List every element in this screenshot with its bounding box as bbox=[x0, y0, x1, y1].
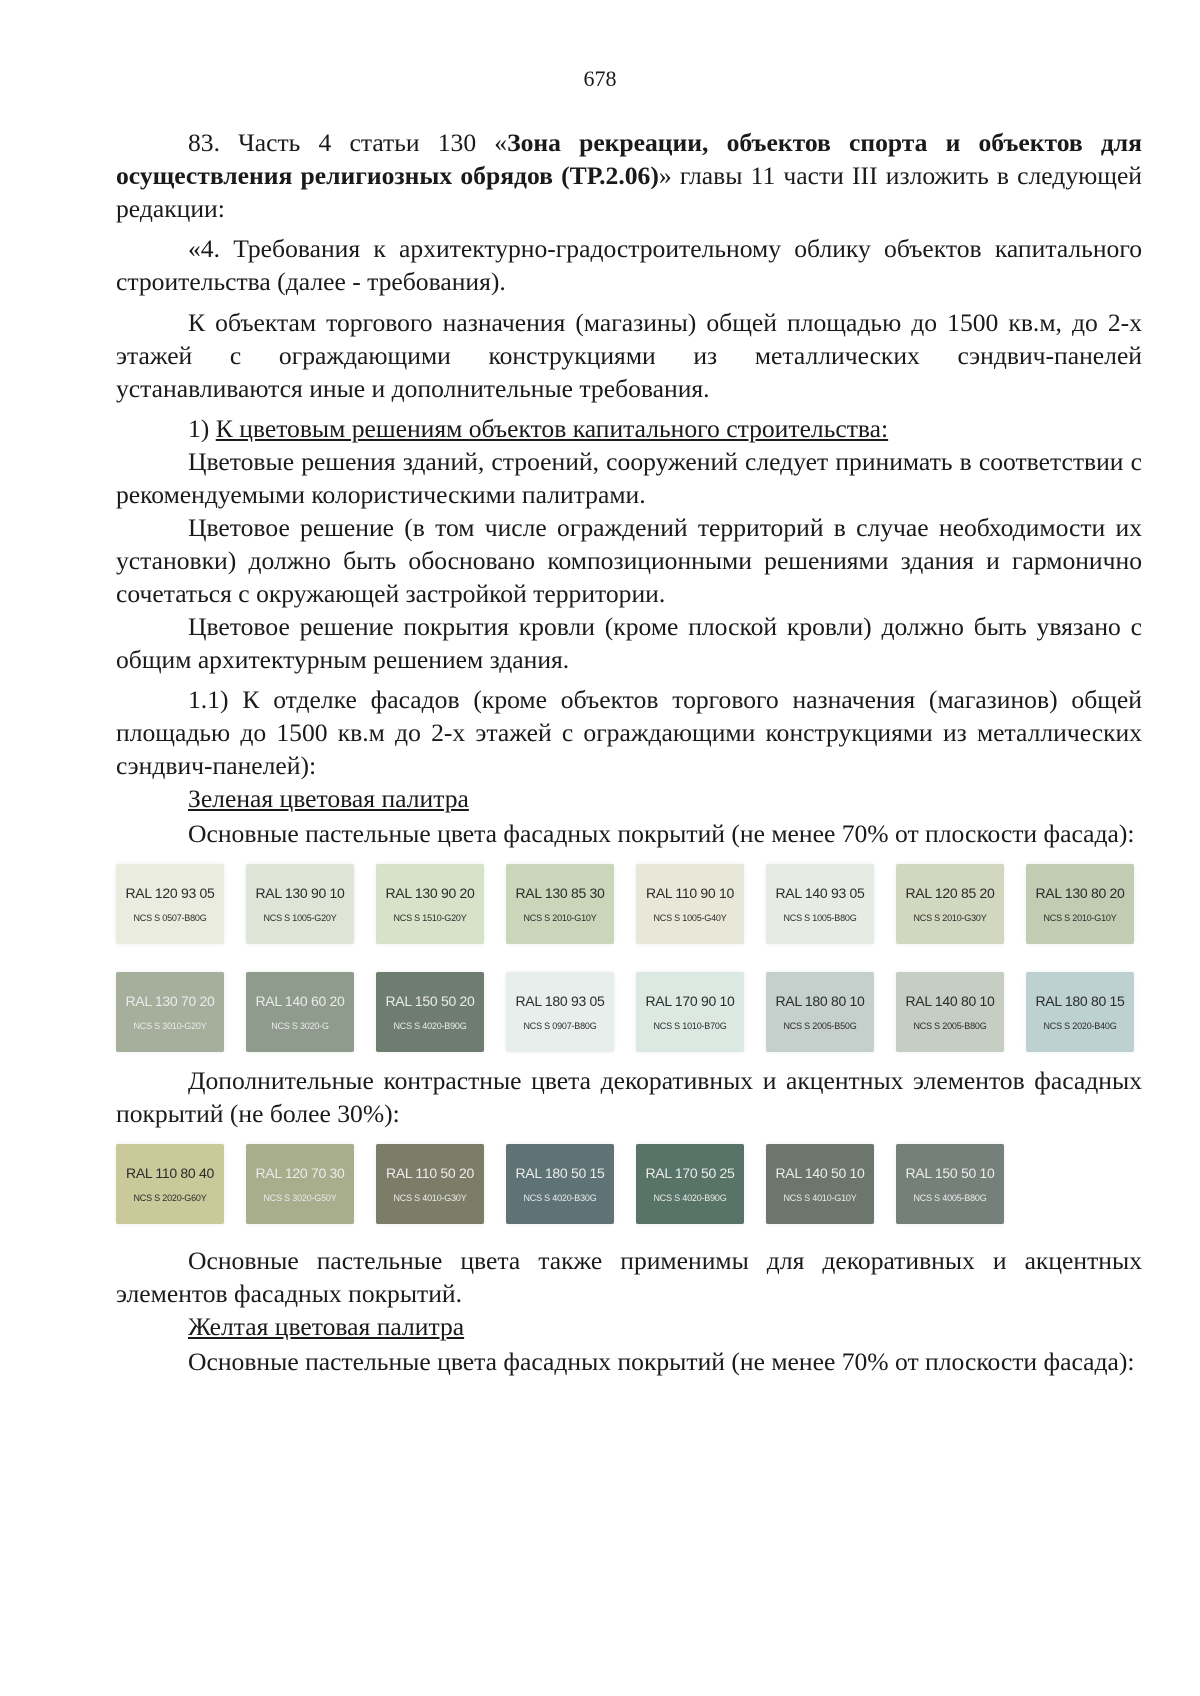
color-swatch bbox=[766, 1144, 874, 1224]
ncs-code: NCS S 3020-G50Y bbox=[263, 1192, 337, 1203]
ncs-code: NCS S 2020-B40G bbox=[1043, 1020, 1117, 1031]
color-swatch bbox=[766, 864, 874, 944]
document-body bbox=[116, 126, 1142, 1378]
paragraph-color-2: Цветовое решение (в том числе ограждений территорий в случае необходимости их установки) должно быть обосновано композиционными решениями здания и гармонично сочетаться с окружающей застройкой территории. bbox=[116, 513, 1142, 608]
paragraph-requirements: «4. Требования к архитектурно-градостроительному облику объектов капитального строительства (далее - требования). bbox=[116, 234, 1142, 296]
green-extra-text: Дополнительные контрастные цвета декоративных и акцентных элементов фасадных покрытий (не более 30%): bbox=[116, 1066, 1142, 1128]
color-swatch bbox=[116, 972, 224, 1052]
green-main-text: Основные пастельные цвета фасадных покрытий (не менее 70% от плоскости фасада): bbox=[188, 819, 1135, 848]
ral-code: RAL 110 50 20 bbox=[386, 1164, 474, 1181]
ral-code: RAL 140 80 10 bbox=[905, 992, 995, 1009]
ncs-code: NCS S 4020-B90G bbox=[393, 1020, 467, 1031]
color-swatch bbox=[116, 864, 224, 944]
ral-code: RAL 130 80 20 bbox=[1035, 884, 1125, 901]
paragraph-trade-objects: К объектам торгового назначения (магазины) общей площадью до 1500 кв.м, до 2-х этажей с ограждающими конструкциями из металлических сэндвич-панелей устанавливаются иные и дополнительные требования. bbox=[116, 308, 1142, 403]
color-swatch bbox=[246, 972, 354, 1052]
ral-code: RAL 140 60 20 bbox=[255, 992, 345, 1009]
ral-code: RAL 150 50 20 bbox=[385, 992, 475, 1009]
green-main-swatches bbox=[116, 864, 1142, 1052]
ncs-code: NCS S 2005-B80G bbox=[913, 1020, 987, 1031]
ncs-code: NCS S 1005-B80G bbox=[783, 912, 857, 923]
ral-code: RAL 110 90 10 bbox=[646, 884, 734, 901]
color-swatch bbox=[896, 972, 1004, 1052]
paragraph-83-lead: 83. Часть 4 статьи 130 « bbox=[188, 128, 508, 157]
item-1-1: 1.1) К отделке фасадов (кроме объектов торгового назначения (магазинов) общей площадью до 1500 кв.м до 2-х этажей с ограждающими конструкциями из металлических сэндвич-панелей): bbox=[116, 685, 1142, 780]
color-swatch bbox=[896, 1144, 1004, 1224]
ncs-code: NCS S 4010-G10Y bbox=[783, 1192, 857, 1203]
ncs-code: NCS S 1010-B70G bbox=[653, 1020, 727, 1031]
item-1-title: К цветовым решениям объектов капитального строительства: bbox=[215, 414, 889, 443]
ral-code: RAL 110 80 40 bbox=[126, 1164, 214, 1181]
paragraph-83 bbox=[116, 126, 1142, 225]
yellow-palette-title: Желтая цветовая палитра bbox=[188, 1312, 465, 1341]
ral-code: RAL 180 80 10 bbox=[775, 992, 865, 1009]
ral-code: RAL 140 50 10 bbox=[775, 1164, 865, 1181]
ncs-code: NCS S 4005-B80G bbox=[913, 1192, 987, 1203]
ncs-code: NCS S 0507-B80G bbox=[133, 912, 207, 923]
ral-code: RAL 170 50 25 bbox=[645, 1164, 735, 1181]
ncs-code: NCS S 2010-G10Y bbox=[523, 912, 597, 923]
ncs-code: NCS S 1510-G20Y bbox=[393, 912, 467, 923]
ral-code: RAL 130 85 30 bbox=[515, 884, 605, 901]
ral-code: RAL 180 50 15 bbox=[515, 1164, 605, 1181]
ncs-code: NCS S 3010-G20Y bbox=[133, 1020, 207, 1031]
ncs-code: NCS S 1005-G40Y bbox=[653, 912, 727, 923]
color-swatch bbox=[376, 972, 484, 1052]
ral-code: RAL 170 90 10 bbox=[645, 992, 735, 1009]
green-note: Основные пастельные цвета также применимы для декоративных и акцентных элементов фасадных покрытий. bbox=[116, 1246, 1142, 1308]
color-swatch bbox=[636, 864, 744, 944]
ral-code: RAL 130 70 20 bbox=[125, 992, 215, 1009]
ral-code: RAL 140 93 05 bbox=[775, 884, 865, 901]
ncs-code: NCS S 1005-G20Y bbox=[263, 912, 337, 923]
color-swatch bbox=[376, 864, 484, 944]
color-swatch bbox=[1026, 972, 1134, 1052]
ral-code: RAL 150 50 10 bbox=[905, 1164, 995, 1181]
ral-code: RAL 180 80 15 bbox=[1035, 992, 1125, 1009]
ncs-code: NCS S 4020-B90G bbox=[653, 1192, 727, 1203]
ncs-code: NCS S 4020-B30G bbox=[523, 1192, 597, 1203]
ncs-code: NCS S 2020-G60Y bbox=[133, 1192, 207, 1203]
green-palette-title: Зеленая цветовая палитра bbox=[188, 784, 469, 813]
ncs-code: NCS S 2010-G10Y bbox=[1043, 912, 1117, 923]
color-swatch bbox=[506, 1144, 614, 1224]
paragraph-color-3: Цветовое решение покрытия кровли (кроме плоской кровли) должно быть увязано с общим архитектурным решением здания. bbox=[116, 612, 1142, 674]
ral-code: RAL 130 90 20 bbox=[385, 884, 475, 901]
color-swatch bbox=[376, 1144, 484, 1224]
color-swatch bbox=[116, 1144, 224, 1224]
color-swatch bbox=[506, 972, 614, 1052]
item-1-number: 1) bbox=[188, 414, 210, 443]
color-swatch bbox=[246, 1144, 354, 1224]
ral-code: RAL 120 93 05 bbox=[125, 884, 215, 901]
yellow-main-text: Основные пастельные цвета фасадных покрытий (не менее 70% от плоскости фасада): bbox=[188, 1347, 1135, 1376]
color-swatch bbox=[636, 1144, 744, 1224]
paragraph-color-1: Цветовые решения зданий, строений, сооружений следует принимать в соответствии с рекомендуемыми колористическими палитрами. bbox=[116, 447, 1142, 509]
ncs-code: NCS S 4010-G30Y bbox=[393, 1192, 467, 1203]
color-swatch bbox=[636, 972, 744, 1052]
paragraph-83-tail: » главы 11 части III изложить в следующей редакции: bbox=[116, 161, 1142, 223]
ral-code: RAL 180 93 05 bbox=[515, 992, 605, 1009]
ral-code: RAL 130 90 10 bbox=[255, 884, 345, 901]
color-swatch bbox=[246, 864, 354, 944]
color-swatch bbox=[766, 972, 874, 1052]
color-swatch bbox=[1026, 864, 1134, 944]
page-number: 678 bbox=[583, 66, 617, 91]
item-1-heading bbox=[116, 412, 1142, 445]
color-swatch bbox=[506, 864, 614, 944]
ncs-code: NCS S 0907-B80G bbox=[523, 1020, 597, 1031]
ral-code: RAL 120 70 30 bbox=[255, 1164, 345, 1181]
ncs-code: NCS S 3020-G bbox=[271, 1020, 329, 1031]
zone-title: Зона рекреации, объектов спорта и объектов для осуществления религиозных обрядов (ТР.2.06) bbox=[116, 128, 1142, 190]
ncs-code: NCS S 2010-G30Y bbox=[913, 912, 987, 923]
color-swatch bbox=[896, 864, 1004, 944]
ncs-code: NCS S 2005-B50G bbox=[783, 1020, 857, 1031]
green-extra-swatches bbox=[116, 1144, 1142, 1224]
ral-code: RAL 120 85 20 bbox=[905, 884, 995, 901]
